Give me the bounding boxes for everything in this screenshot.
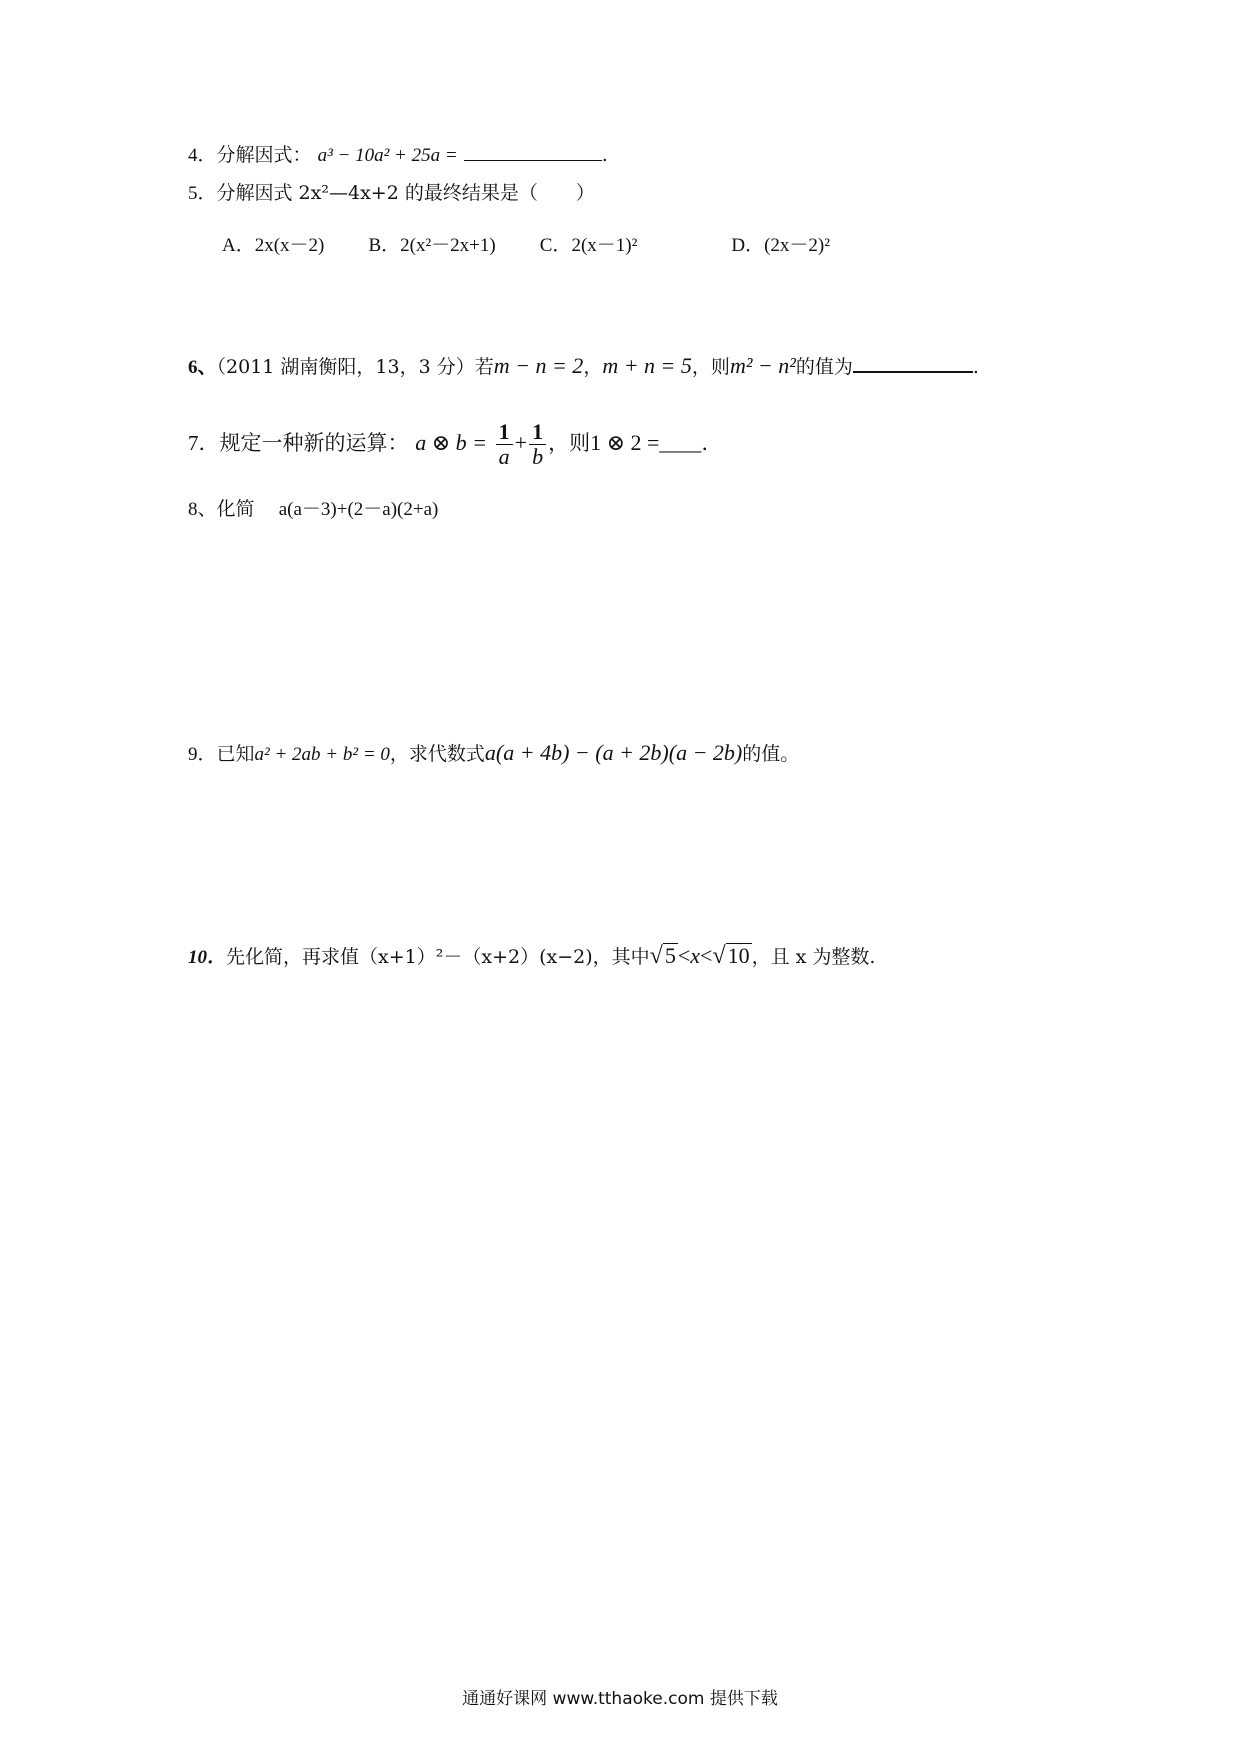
fraction-2-denominator: b xyxy=(532,444,544,469)
question-10-number: 10． xyxy=(188,947,227,968)
question-5-options xyxy=(222,232,868,259)
fraction-1-over-a xyxy=(496,420,513,469)
plus-sign: + xyxy=(514,430,528,455)
question-7-end: . xyxy=(701,431,709,455)
question-6-source: （2011 湖南衡阳，13，3 分）若 xyxy=(216,356,494,378)
option-b[interactable] xyxy=(368,233,495,259)
question-7-lhs: a ⊗ b = xyxy=(415,430,487,455)
question-10-text: 先化简，再求值（x+1）²－（x+2）(x−2)，其中 xyxy=(226,946,650,968)
option-c-text: 2(x－1)² xyxy=(571,235,638,256)
page-footer: 通通好课网 www.tthaoke.com 提供下载 xyxy=(462,1689,778,1709)
question-6-condition-2: m + n = 5 xyxy=(602,353,692,378)
question-6-text-2: 的值为 xyxy=(795,356,853,378)
option-a-text: 2x(x－2) xyxy=(254,235,325,256)
question-8-expression: a(a－3)+(2－a)(2+a) xyxy=(278,499,439,520)
question-9 xyxy=(188,740,799,768)
question-4-number: 4． xyxy=(188,145,217,166)
option-d-text: (2x－2)² xyxy=(764,235,830,256)
question-6-separator-2: ，则 xyxy=(691,356,730,378)
question-7-expression: 1 ⊗ 2 = xyxy=(590,430,660,455)
answer-blank-7[interactable]: ____ xyxy=(659,431,702,455)
answer-blank-6[interactable] xyxy=(853,371,973,373)
question-9-text: 已知 xyxy=(216,743,255,765)
question-5-text: 分解因式 2x²—4x+2 的最终结果是（ ） xyxy=(216,182,595,204)
question-10 xyxy=(188,940,875,974)
question-4-end: . xyxy=(601,144,608,166)
option-d-label: D． xyxy=(731,235,765,256)
question-7-number: 7． xyxy=(188,431,220,455)
sqrt-5-radicand: 5 xyxy=(664,943,676,968)
question-10-text-2: ，且 x 为整数. xyxy=(751,946,876,968)
less-than-1: < xyxy=(677,943,691,968)
variable-x: x xyxy=(690,943,700,968)
fraction-1-numerator: 1 xyxy=(496,420,513,445)
option-a-label: A． xyxy=(222,235,255,256)
question-6-end: . xyxy=(972,356,979,378)
question-6-number: 6、 xyxy=(188,357,217,378)
question-8-text: 化简 xyxy=(216,498,255,520)
question-9-number: 9． xyxy=(188,744,217,765)
option-c[interactable] xyxy=(540,233,638,259)
question-7 xyxy=(188,418,708,469)
less-than-2: < xyxy=(700,943,713,968)
fraction-1-denominator: a xyxy=(498,444,510,469)
question-8 xyxy=(188,496,438,523)
question-6-separator-1: ， xyxy=(583,356,603,378)
sqrt-10-radicand: 10 xyxy=(727,943,750,968)
question-6-expression: m² − n² xyxy=(729,353,796,378)
question-9-condition: a² + 2ab + b² = 0 xyxy=(254,744,390,765)
question-4-expression: a³ − 10a² + 25a = xyxy=(317,145,458,166)
option-b-label: B． xyxy=(368,235,401,256)
question-6 xyxy=(188,353,979,381)
question-7-text: 规定一种新的运算： xyxy=(219,431,409,455)
question-9-text-2: ，求代数式 xyxy=(389,743,485,765)
question-4 xyxy=(188,142,608,169)
fraction-2-numerator: 1 xyxy=(529,420,546,445)
fraction-1-over-b xyxy=(529,420,546,469)
option-c-label: C． xyxy=(539,235,572,256)
question-6-condition-1: m − n = 2 xyxy=(493,353,584,378)
sqrt-5 xyxy=(650,943,678,969)
radical-sign-icon: √ xyxy=(649,943,663,969)
question-5-number: 5． xyxy=(188,183,217,204)
question-9-text-3: 的值。 xyxy=(742,743,800,765)
option-a[interactable] xyxy=(222,233,324,259)
option-b-text: 2(x²－2x+1) xyxy=(400,235,496,256)
radical-sign-icon: √ xyxy=(712,943,726,969)
question-4-text: 分解因式： xyxy=(216,144,312,166)
question-7-text-2: ，则 xyxy=(548,431,591,455)
question-5 xyxy=(188,180,595,207)
option-d[interactable] xyxy=(731,233,830,259)
sqrt-10 xyxy=(712,943,751,969)
question-8-number: 8、 xyxy=(188,499,217,520)
question-9-expression: a(a + 4b) − (a + 2b)(a − 2b) xyxy=(484,740,743,765)
answer-blank-4[interactable] xyxy=(464,160,602,161)
